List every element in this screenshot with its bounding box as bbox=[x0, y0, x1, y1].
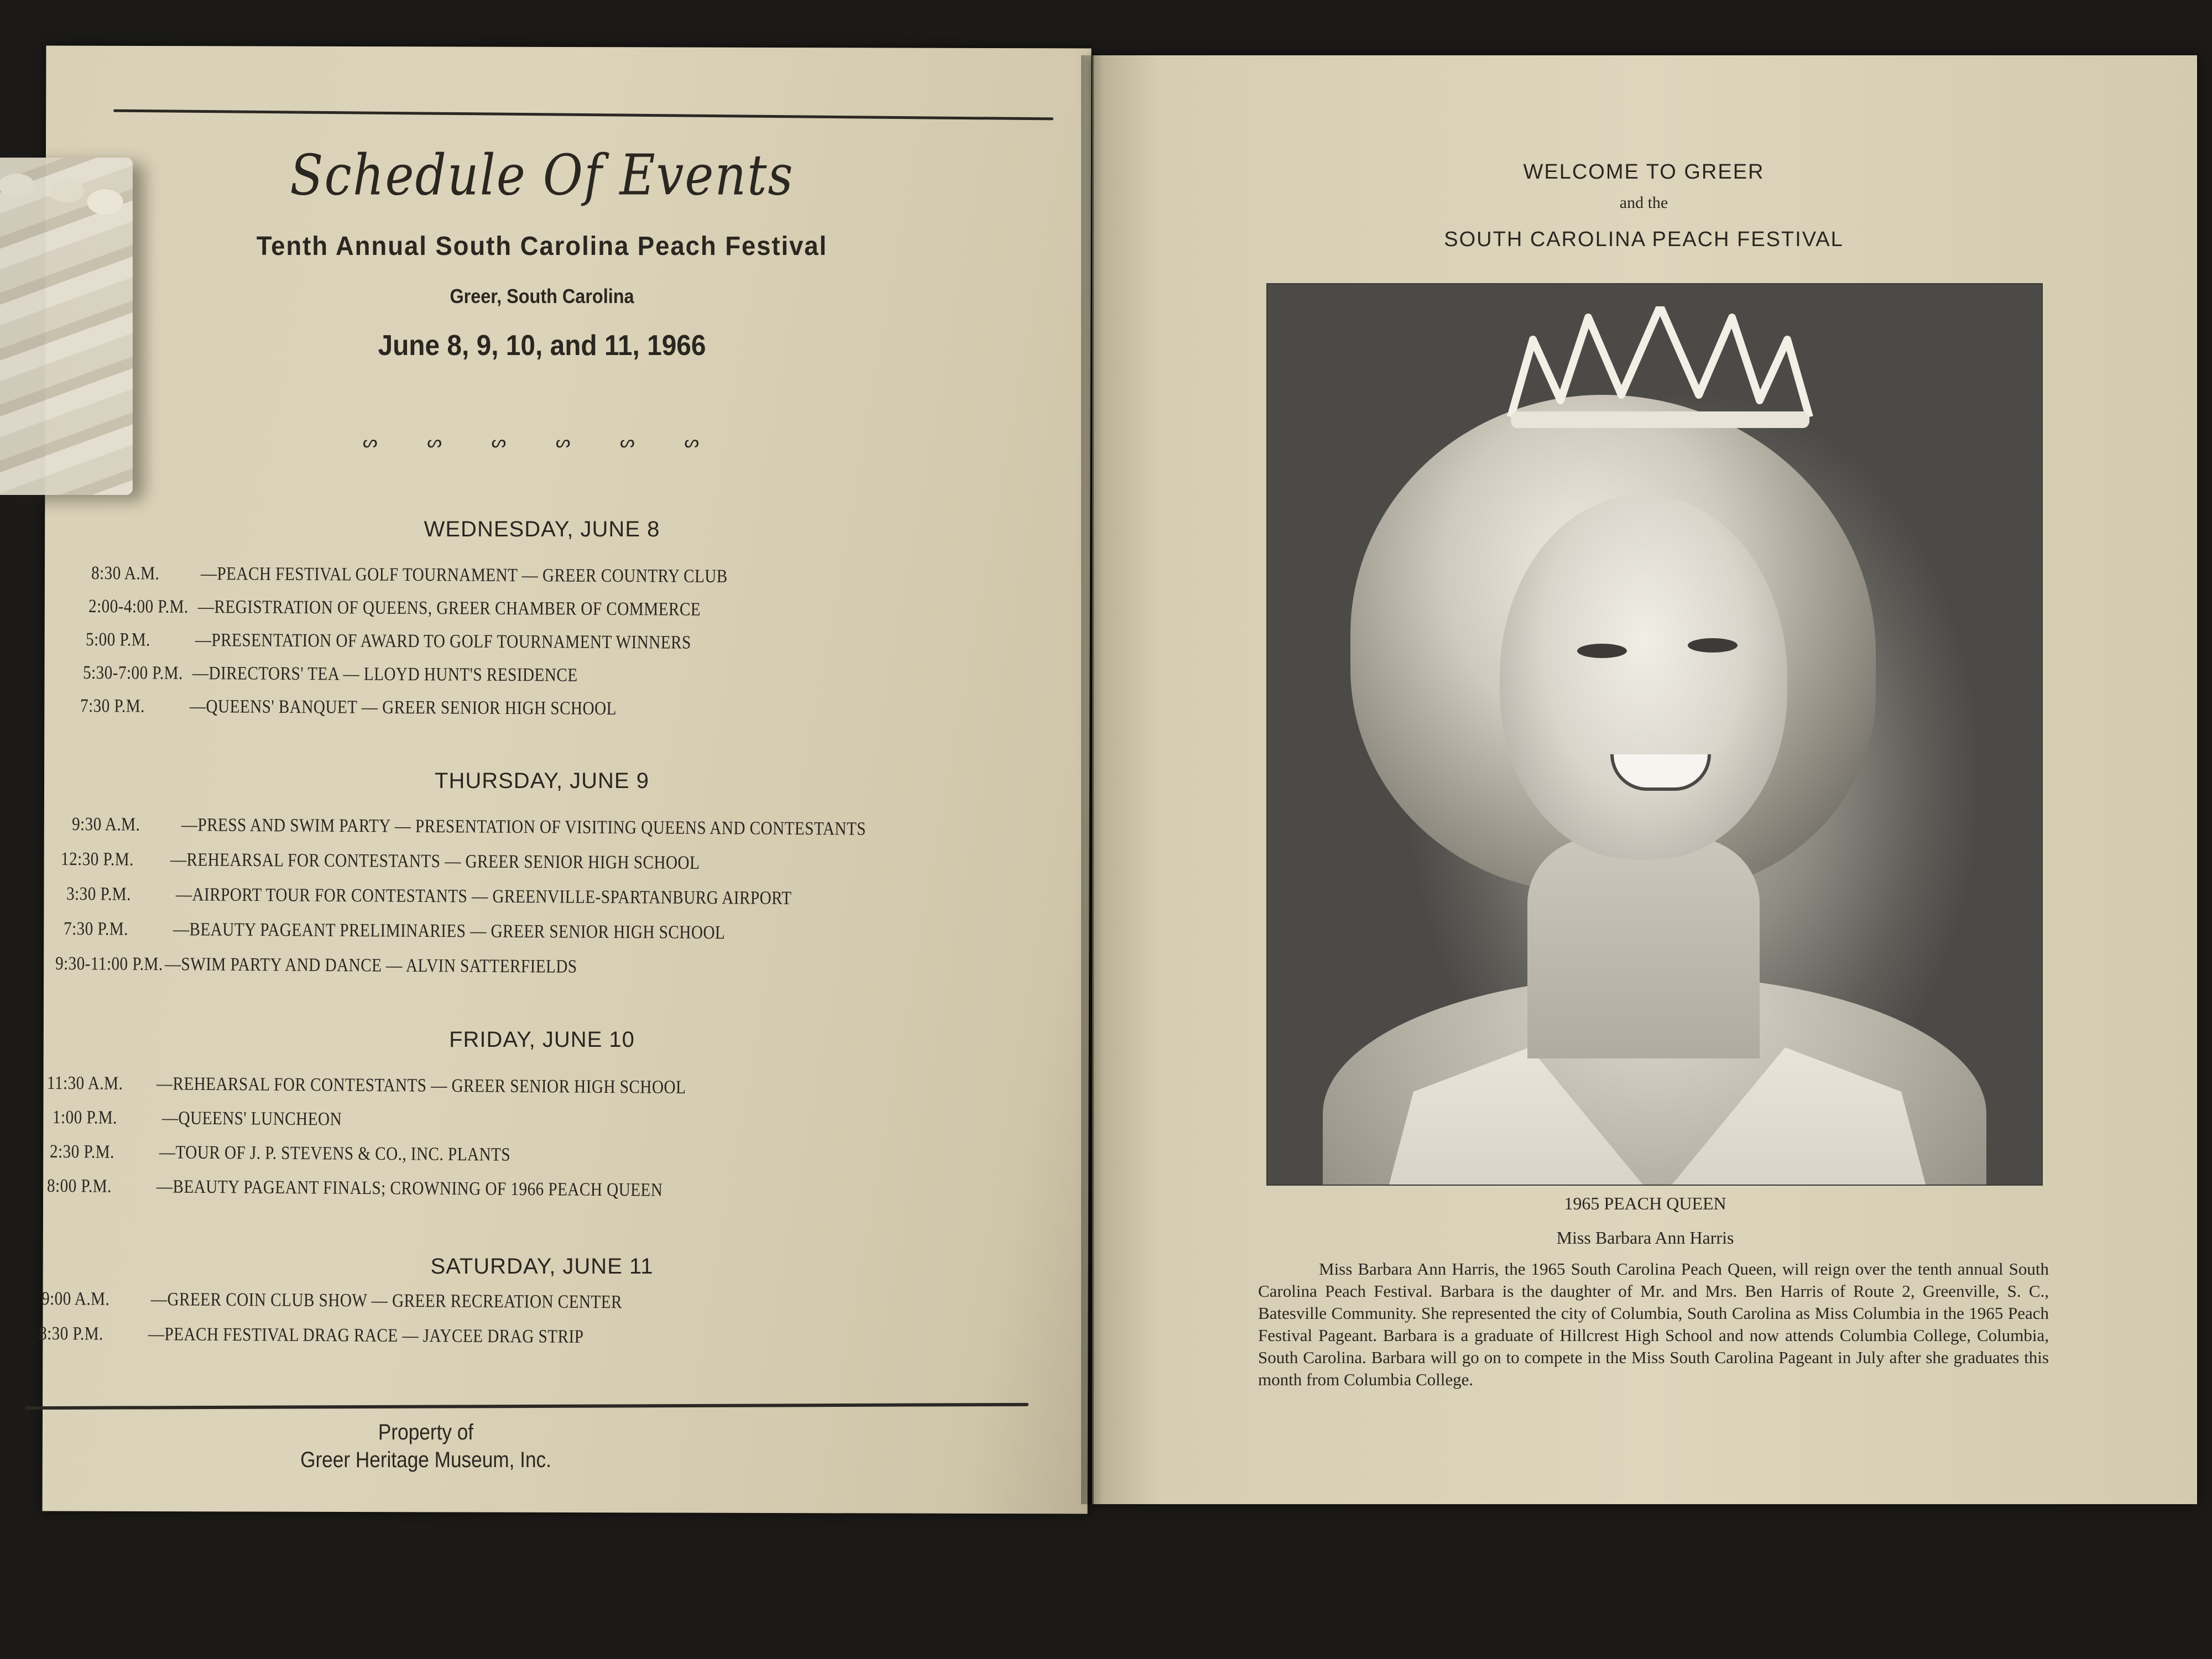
schedule-event bbox=[39, 1323, 584, 1348]
schedule-event bbox=[80, 696, 617, 719]
event-description: —GREER COIN CLUB SHOW — GREER RECREATION CENTER bbox=[150, 1289, 623, 1313]
event-description: —PRESENTATION OF AWARD TO GOLF TOURNAMENT WINNERS bbox=[195, 630, 691, 653]
event-description: —PRESS AND SWIM PARTY — PRESENTATION OF VISITING QUEENS AND CONTESTANTS bbox=[181, 815, 867, 839]
event-description: —DIRECTORS' TEA — LLOYD HUNT'S RESIDENCE bbox=[192, 663, 578, 686]
schedule-event bbox=[47, 1073, 686, 1098]
event-time: 5:00 P.M. bbox=[85, 629, 150, 650]
event-description: —SWIM PARTY AND DANCE — ALVIN SATTERFIELDS bbox=[164, 954, 577, 977]
ownership-line-2: Greer Heritage Museum, Inc. bbox=[300, 1448, 551, 1472]
event-time: 7:30 P.M. bbox=[63, 919, 128, 940]
schedule-event bbox=[50, 1141, 510, 1166]
portrait-eye bbox=[1577, 644, 1627, 658]
schedule-event bbox=[61, 849, 700, 874]
schedule-event bbox=[88, 596, 701, 620]
event-time: 9:00 A.M. bbox=[41, 1288, 110, 1310]
event-description: —BEAUTY PAGEANT PRELIMINARIES — GREER SENIOR HIGH SCHOOL bbox=[173, 919, 726, 943]
event-time: 12:30 P.M. bbox=[60, 849, 134, 870]
welcome-connector: and the bbox=[1619, 194, 1668, 212]
event-time: 9:30 A.M. bbox=[71, 814, 140, 835]
day-heading: THURSDAY, JUNE 9 bbox=[435, 769, 649, 793]
ornament-divider: ᔕ ᔕ ᔕ ᔕ ᔕ ᔕ bbox=[362, 432, 722, 452]
event-description: —QUEENS' BANQUET — GREER SENIOR HIGH SCHOOL bbox=[189, 696, 617, 719]
schedule-event bbox=[83, 662, 578, 686]
schedule-event bbox=[86, 629, 691, 654]
day-heading: FRIDAY, JUNE 10 bbox=[449, 1027, 635, 1052]
portrait-caption-title: 1965 PEACH QUEEN bbox=[1564, 1193, 1726, 1213]
portrait-caption-name: Miss Barbara Ann Harris bbox=[1556, 1228, 1734, 1248]
portrait-eye bbox=[1688, 638, 1738, 653]
schedule-event bbox=[55, 953, 577, 978]
event-time: 7:30 P.M. bbox=[80, 696, 145, 717]
schedule-event bbox=[91, 563, 728, 587]
event-time: 8:00 P.M. bbox=[46, 1176, 112, 1197]
event-description: —PEACH FESTIVAL DRAG RACE — JAYCEE DRAG STRIP bbox=[148, 1324, 584, 1348]
event-time: 2:30 P.M. bbox=[49, 1141, 114, 1162]
event-description: —BEAUTY PAGEANT FINALS; CROWNING OF 1966 PEACH QUEEN bbox=[156, 1176, 663, 1201]
spine-shadow bbox=[1081, 55, 1103, 1504]
ownership-line-1: Property of bbox=[378, 1420, 474, 1444]
event-description: —REHEARSAL FOR CONTESTANTS — GREER SENIOR HIGH SCHOOL bbox=[170, 849, 700, 874]
event-description: —AIRPORT TOUR FOR CONTESTANTS — GREENVILLE-SPARTANBURG AIRPORT bbox=[175, 884, 792, 909]
welcome-heading: WELCOME TO GREER bbox=[1523, 160, 1765, 184]
schedule-event bbox=[53, 1107, 342, 1130]
seed-bag bbox=[0, 158, 133, 495]
event-time: 11:30 A.M. bbox=[46, 1073, 123, 1094]
event-time: 3:30 P.M. bbox=[66, 884, 131, 905]
event-time: 8:30 P.M. bbox=[38, 1323, 103, 1344]
event-time: 1:00 P.M. bbox=[52, 1107, 117, 1128]
festival-name: Tenth Annual South Carolina Peach Festival bbox=[256, 232, 828, 261]
festival-dates: June 8, 9, 10, and 11, 1966 bbox=[378, 330, 706, 362]
page-title: Schedule Of Events bbox=[290, 142, 794, 208]
portrait-face bbox=[1500, 494, 1787, 859]
day-heading: SATURDAY, JUNE 11 bbox=[430, 1254, 654, 1279]
welcome-festival: SOUTH CAROLINA PEACH FESTIVAL bbox=[1444, 228, 1844, 251]
schedule-event bbox=[66, 884, 792, 909]
event-description: —QUEENS' LUNCHEON bbox=[161, 1108, 342, 1130]
event-time: 8:30 A.M. bbox=[91, 563, 160, 584]
event-description: —REGISTRATION OF QUEENS, GREER CHAMBER OF COMMERCE bbox=[197, 597, 701, 620]
schedule-event bbox=[47, 1176, 663, 1201]
festival-location: Greer, South Carolina bbox=[450, 285, 634, 307]
schedule-event bbox=[64, 919, 726, 943]
event-time: 5:30-7:00 P.M. bbox=[82, 662, 183, 684]
event-description: —TOUR OF J. P. STEVENS & CO., INC. PLANTS bbox=[159, 1142, 511, 1165]
queen-biography: Miss Barbara Ann Harris, the 1965 South Carolina Peach Queen, will reign over the tenth annual South Carolina Peach Festival. Barbara is the daughter of Mr. and Mrs. Ben Harris of Route 2, Greenville, S. C., Batesville Community. She represented the city of Columbia, South Carolina as Miss Columbia in the 1965 Peach Festival Pageant. Barbara is a graduate of Hillcrest High School and now attends Columbia College, Columbia, South Carolina. Barbara will go on to compete in the Miss South Carolina Pageant in July after she graduates this month from Columbia College. bbox=[1258, 1259, 2049, 1389]
queen-portrait bbox=[1266, 283, 2043, 1186]
event-time: 9:30-11:00 P.M. bbox=[55, 953, 163, 975]
event-description: —PEACH FESTIVAL GOLF TOURNAMENT — GREER COUNTRY CLUB bbox=[200, 564, 728, 587]
event-description: —REHEARSAL FOR CONTESTANTS — GREER SENIOR HIGH SCHOOL bbox=[156, 1073, 686, 1098]
crown-icon bbox=[1500, 306, 1820, 434]
portrait-neck bbox=[1527, 837, 1760, 1058]
event-time: 2:00-4:00 P.M. bbox=[88, 596, 189, 617]
day-heading: WEDNESDAY, JUNE 8 bbox=[424, 517, 660, 541]
schedule-event bbox=[41, 1288, 622, 1313]
